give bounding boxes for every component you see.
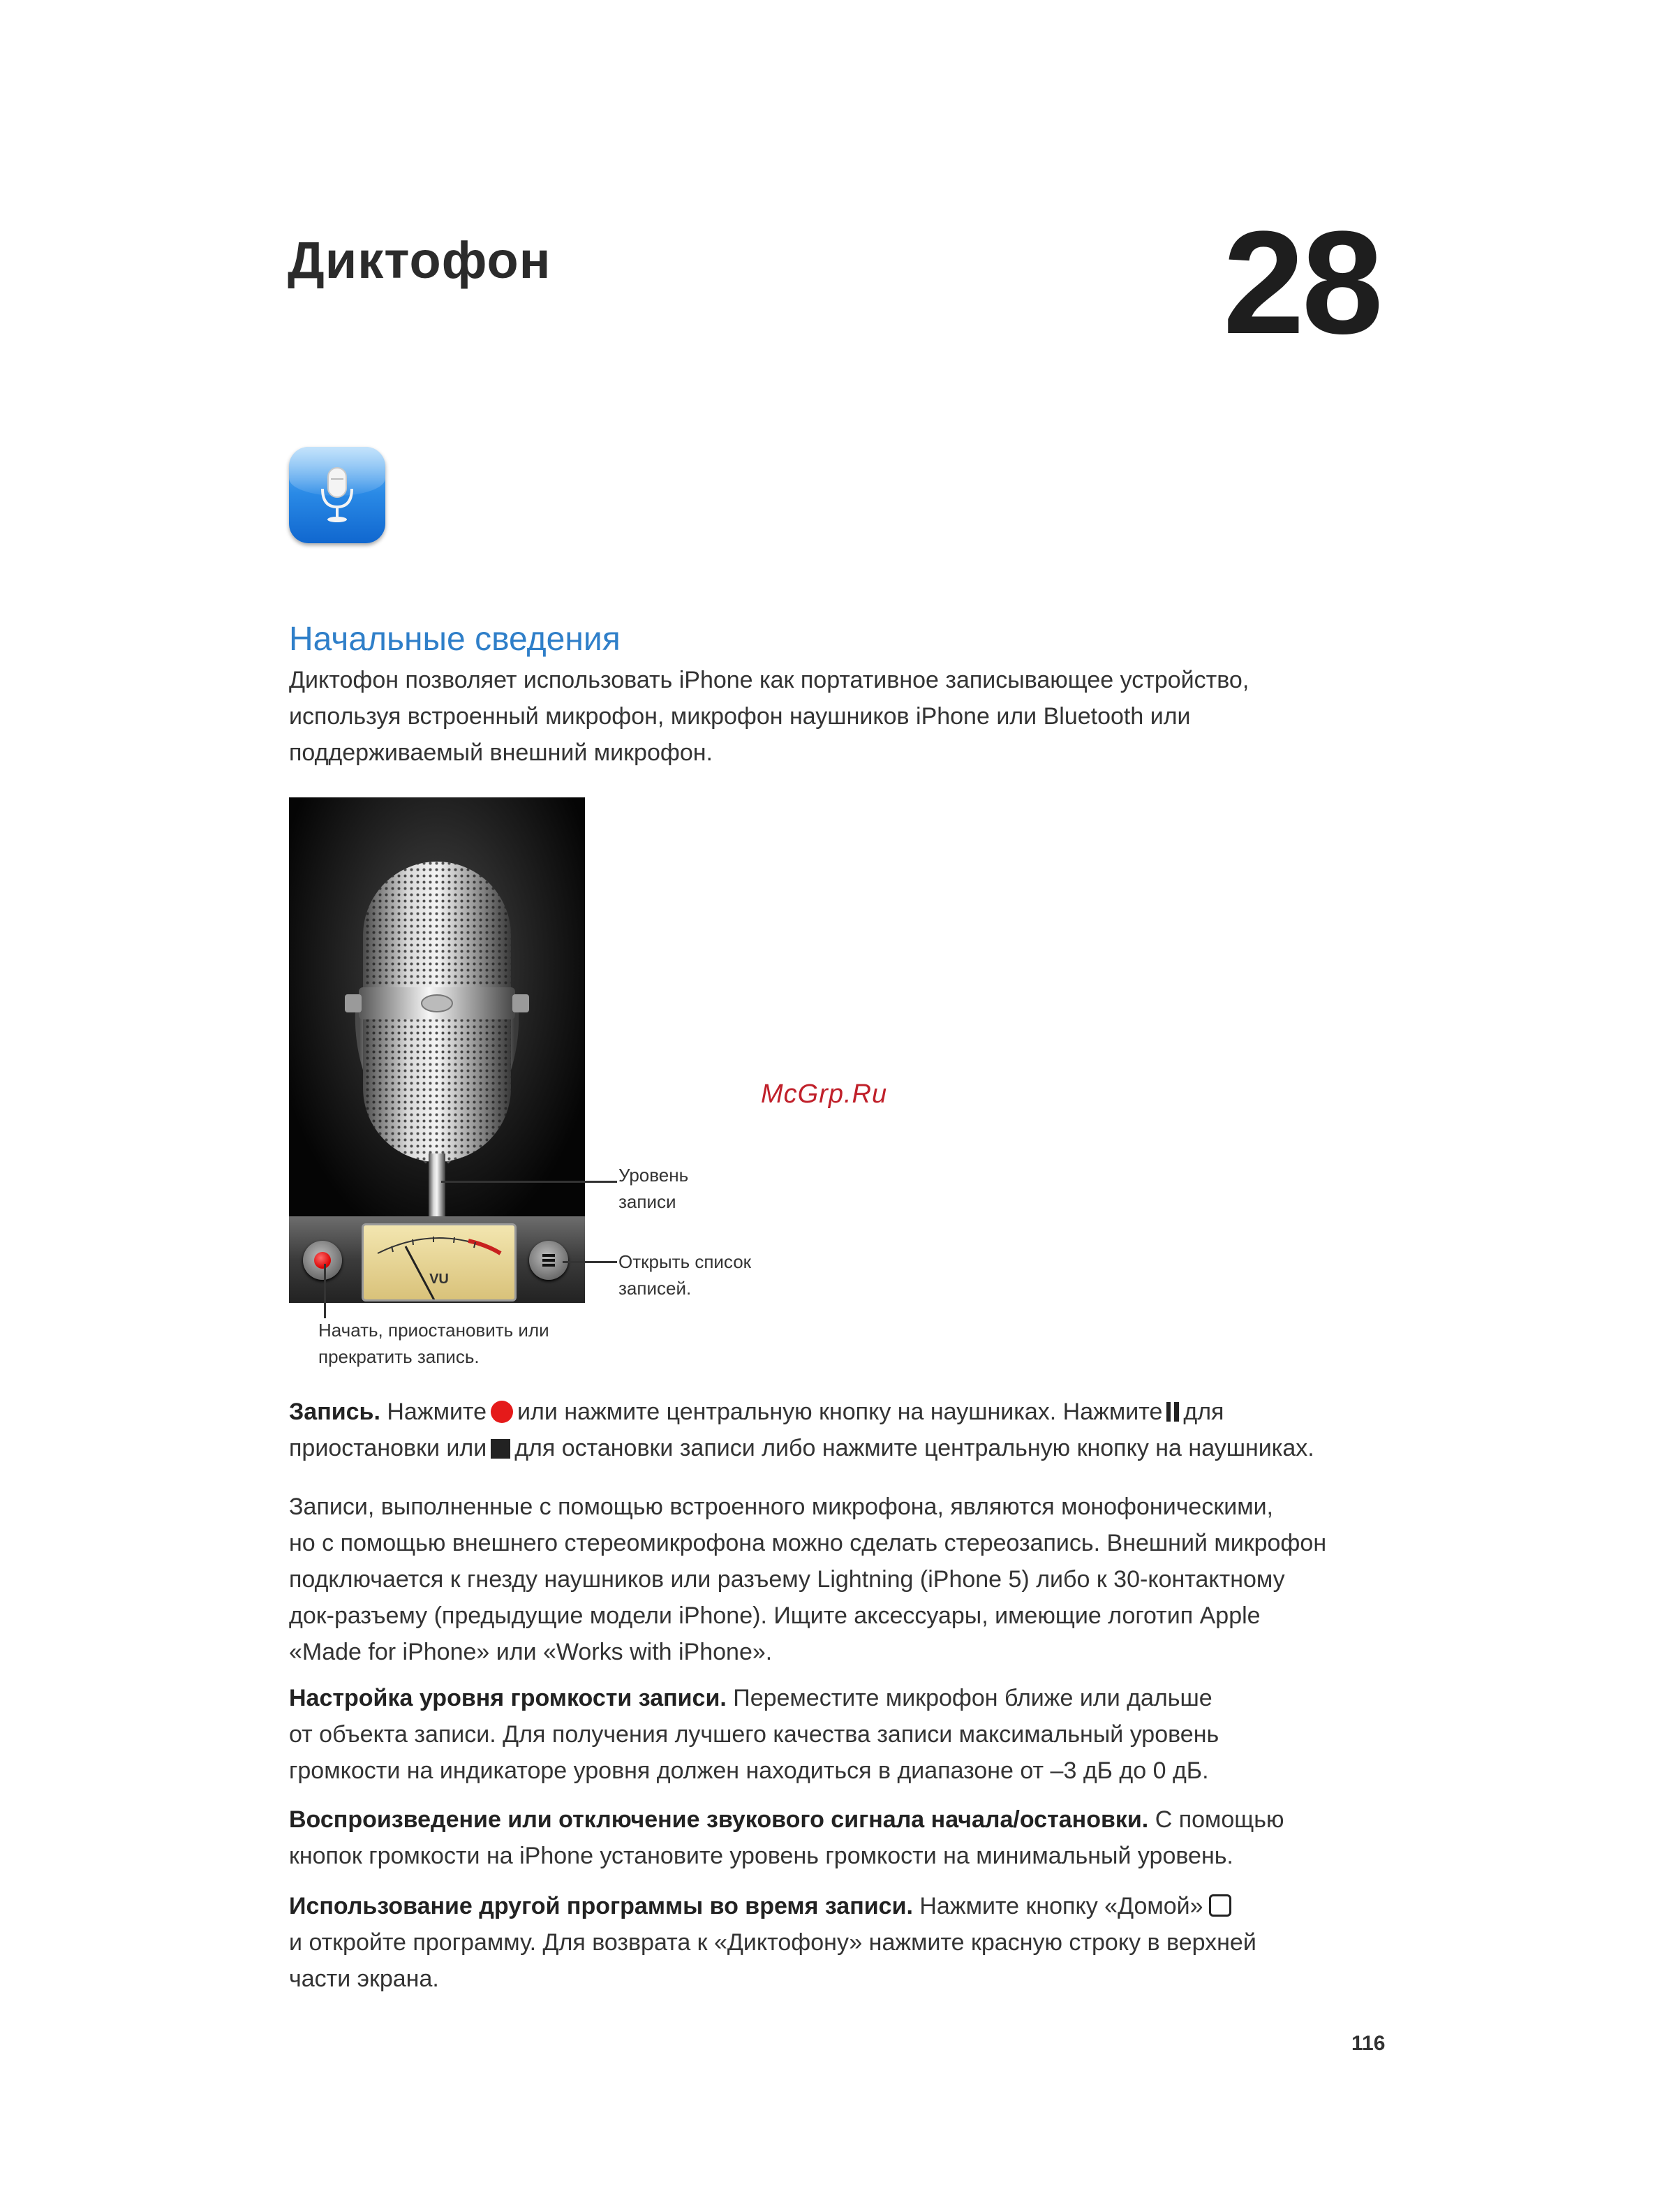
record-icon <box>491 1401 513 1423</box>
paragraph-volume: Настройка уровня громкости записи. Переместите микрофон ближе или дальше от объекта записи. Для получения лучшего качества записи максимальный уровень громкости на индикаторе уровня должен находиться в диапазоне от –3 дБ до 0 дБ. <box>289 1685 1219 1784</box>
microphone-image <box>289 797 585 1216</box>
record-dot-icon <box>314 1252 331 1269</box>
paragraph-stereo: Записи, выполненные с помощью встроенного микрофона, являются монофоническими, но с помощью внешнего стереомикрофона можно сделать стереозапись. Внешний микрофон подключается к гнезду наушников или разъему Lightning (iPhone 5) либо к 30-контактному док-разъему (предыдущие модели iPhone). Ищите аксессуары, имеющие логотип Apple «Made for iPhone» или «Works with iPhone». <box>289 1494 1327 1665</box>
intro-line: поддерживаемый внешний микрофон. <box>289 739 713 766</box>
page-number: 116 <box>1351 2032 1386 2055</box>
intro-paragraph <box>289 662 1406 771</box>
paragraph-lead: Запись. <box>289 1399 380 1425</box>
recordings-list-button[interactable] <box>529 1241 568 1280</box>
record-callout <box>318 1317 549 1370</box>
stop-icon <box>491 1439 510 1459</box>
pause-icon <box>1166 1402 1179 1422</box>
vu-label: VU <box>429 1271 449 1287</box>
watermark: McGrp.Ru <box>761 1079 888 1109</box>
record-button[interactable] <box>303 1241 342 1280</box>
callout-line: Уровень <box>618 1165 689 1186</box>
level-callout-line <box>441 1181 617 1183</box>
callout-line: записей. <box>618 1278 692 1299</box>
record-callout-line <box>324 1264 326 1318</box>
chapter-title: Диктофон <box>288 231 551 289</box>
intro-line: Диктофон позволяет использовать iPhone как портативное записывающее устройство, <box>289 667 1249 693</box>
list-callout-line <box>563 1261 617 1263</box>
paragraph-record: Запись. Нажмите или нажмите центральную кнопку на наушниках. Нажмите для приостановки или для остановки записи либо нажмите центральную кнопку на наушниках. <box>289 1399 1314 1461</box>
paragraph-lead: Использование другой программы во время записи. <box>289 1893 913 1919</box>
level-callout <box>618 1162 688 1215</box>
callout-line: записи <box>618 1191 676 1212</box>
voice-memos-screenshot <box>289 797 585 1303</box>
recorder-toolbar <box>289 1216 585 1303</box>
callout-line: Открыть список <box>618 1251 752 1272</box>
microphone-app-icon <box>289 447 385 543</box>
vu-meter <box>362 1223 517 1302</box>
intro-line: используя встроенный микрофон, микрофон наушников iPhone или Bluetooth или <box>289 703 1191 730</box>
chapter-number: 28 <box>1223 200 1381 364</box>
home-button-icon <box>1209 1894 1231 1917</box>
paragraph-sound: Воспроизведение или отключение звукового сигнала начала/остановки. С помощью кнопок громкости на iPhone установите уровень громкости на минимальный уровень. <box>289 1806 1284 1869</box>
paragraph-lead: Воспроизведение или отключение звукового сигнала начала/остановки. <box>289 1806 1149 1833</box>
callout-line: Начать, приостановить или <box>318 1320 549 1341</box>
paragraph-multitask: Использование другой программы во время записи. Нажмите кнопку «Домой» и откройте программу. Для возврата к «Диктофону» нажмите красную строку в верхней части экрана. <box>289 1893 1256 1992</box>
paragraph-lead: Настройка уровня громкости записи. <box>289 1685 727 1711</box>
section-heading: Начальные сведения <box>289 621 621 658</box>
list-icon <box>542 1254 555 1267</box>
list-callout <box>618 1248 751 1302</box>
callout-line: прекратить запись. <box>318 1346 480 1367</box>
